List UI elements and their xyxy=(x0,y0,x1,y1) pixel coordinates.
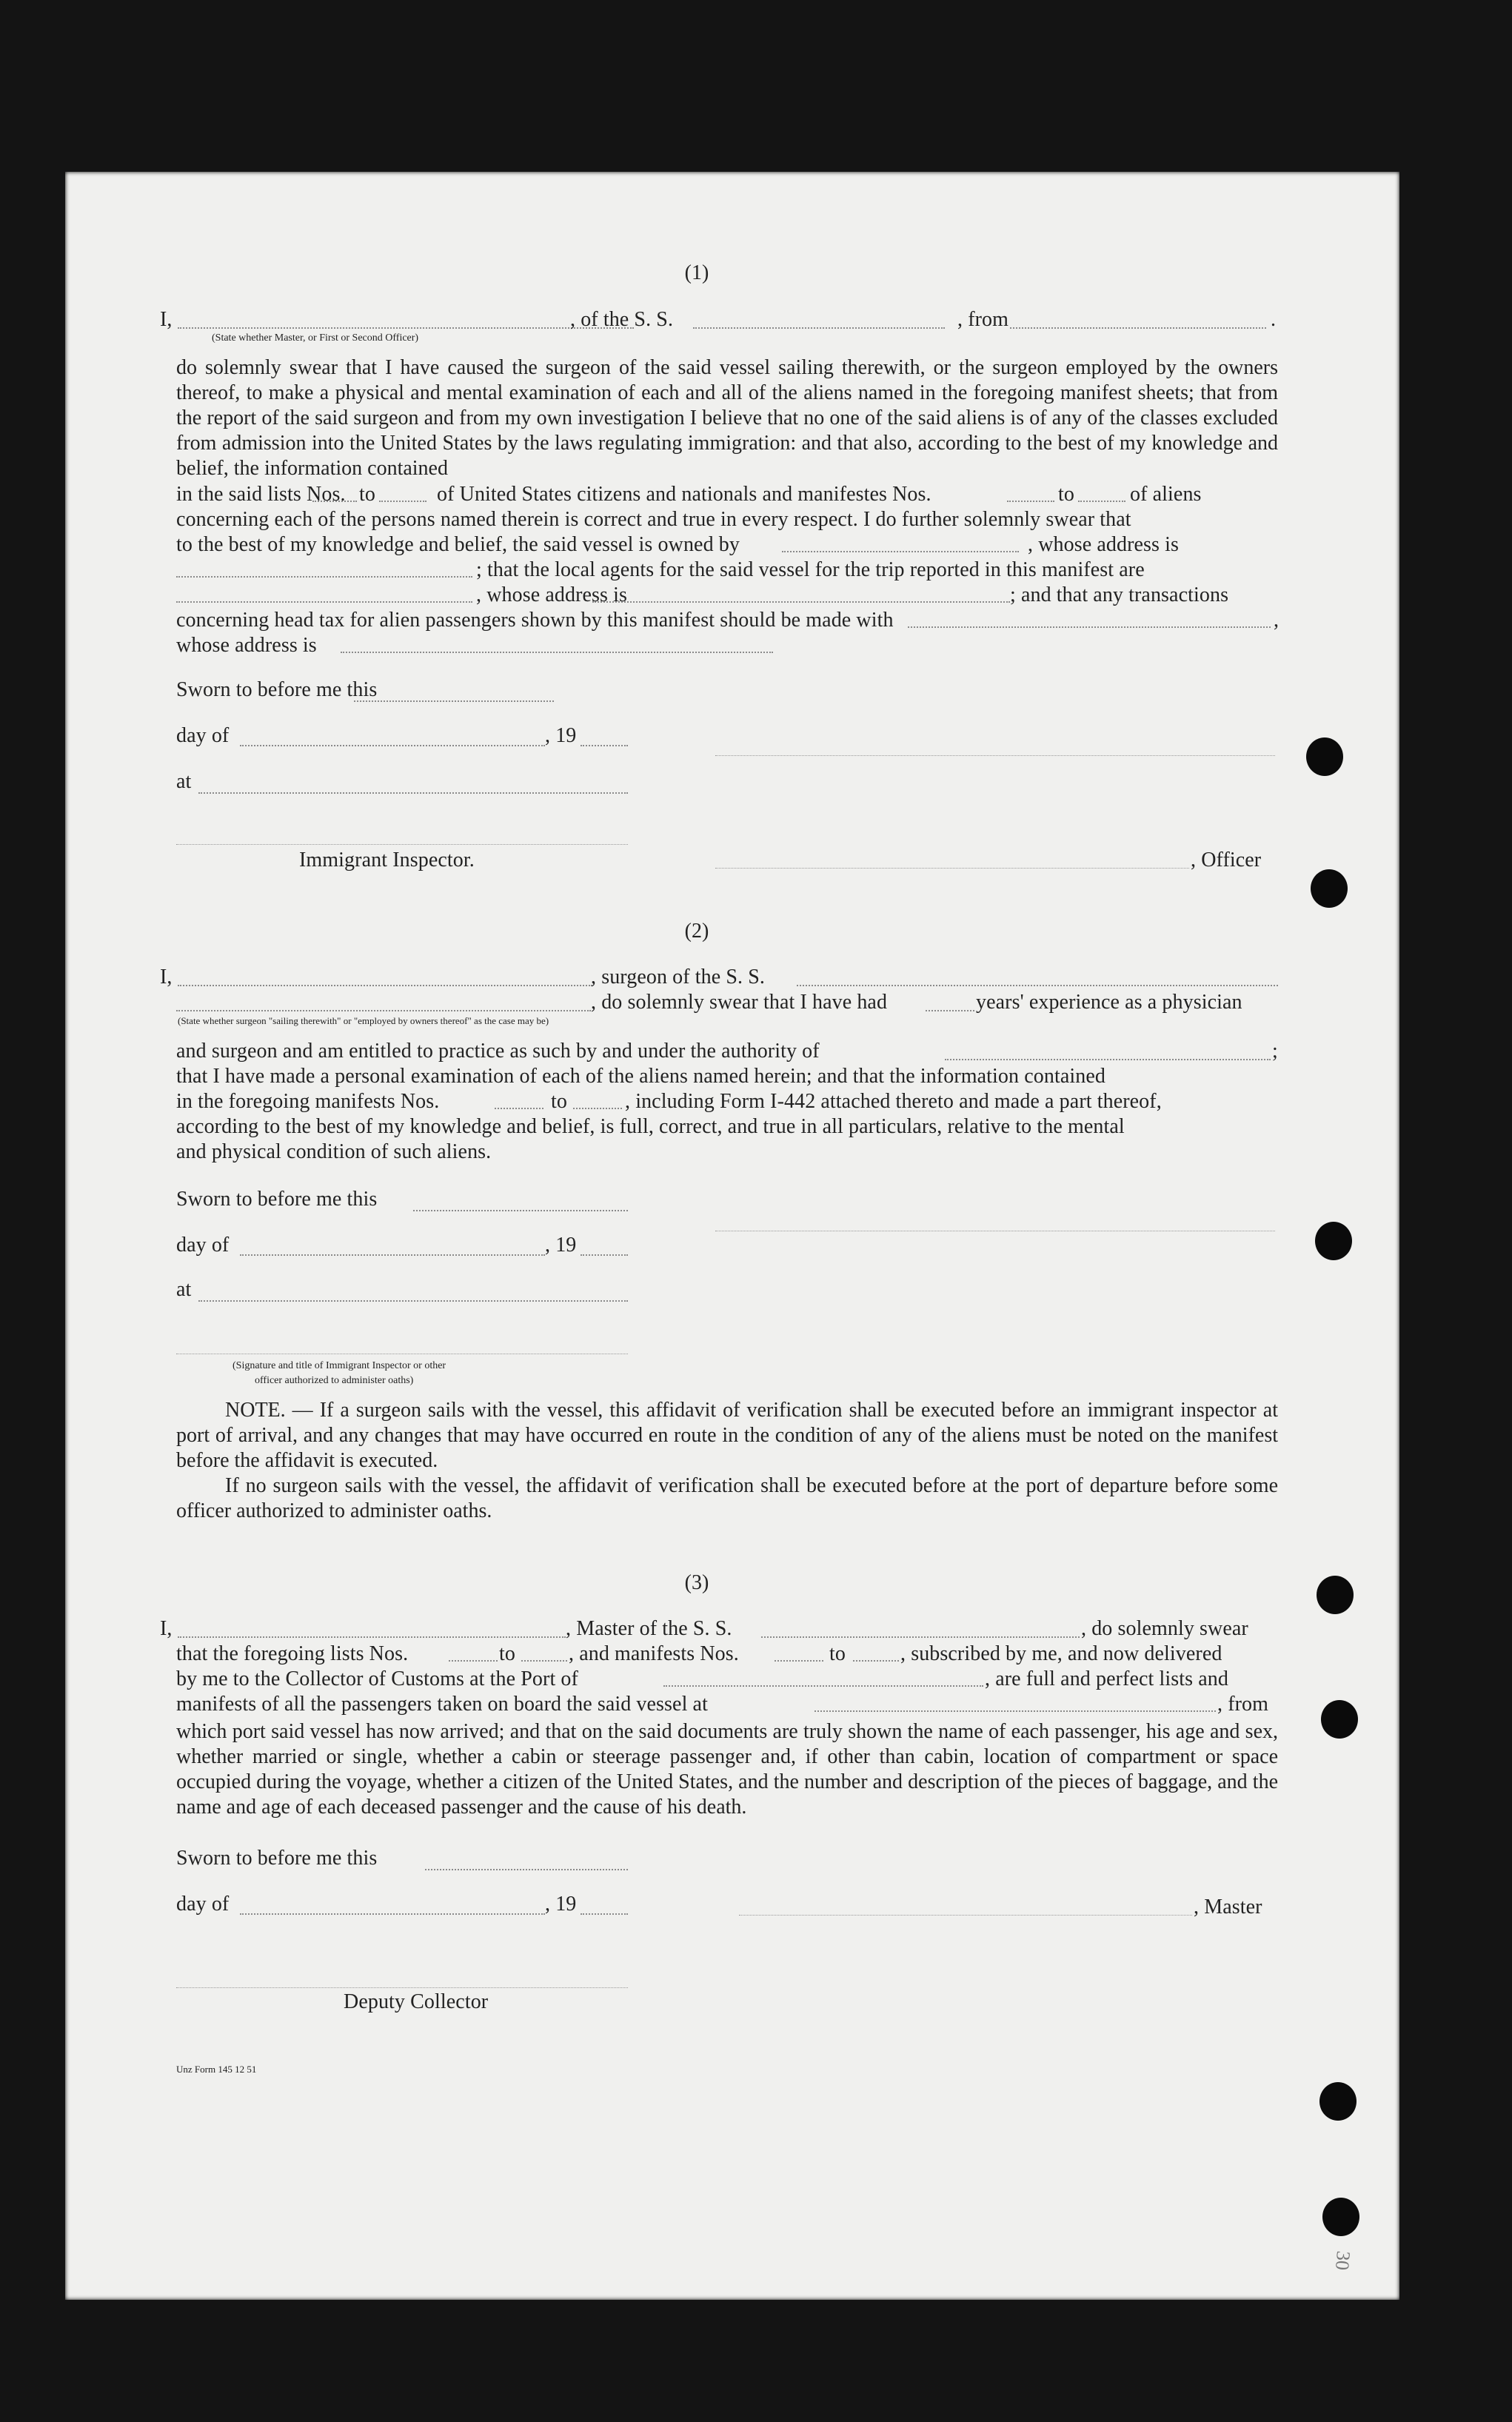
year-field[interactable] xyxy=(581,1913,628,1915)
to-label: to xyxy=(359,483,375,506)
place-field[interactable] xyxy=(198,792,628,794)
manifest-from-field[interactable] xyxy=(495,1108,543,1109)
section-1-number: (1) xyxy=(684,261,709,284)
year-prefix: , 19 xyxy=(545,1893,577,1916)
including-label: , including Form I-442 attached thereto and made a part thereof, xyxy=(625,1090,1162,1113)
authority-label: and surgeon and am entitled to practice as such by and under the authority of xyxy=(176,1040,820,1063)
officer-label: , Officer xyxy=(1191,849,1262,872)
said-lists-label: in the said lists Nos. xyxy=(176,483,346,506)
concerning-line: concerning each of the persons named therein is correct and true in every respect. I do further solemnly swear that xyxy=(176,508,1131,531)
punch-hole xyxy=(1315,1222,1352,1260)
physical-line: and physical condition of such aliens. xyxy=(176,1140,492,1163)
note-paragraph: NOTE. — If a surgeon sails with the vessel, this affidavit of verification shall be executed before an immigrant inspector at port of arrival, and any changes that may have occurred en route in the condition of any of the aliens must be noted on the manifest before the affidavit is executed. xyxy=(176,1399,1278,1472)
officer-title-line[interactable] xyxy=(715,868,1189,869)
transactions-label: ; and that any transactions xyxy=(1010,583,1229,606)
foregoing-lists-label: that the foregoing lists Nos. xyxy=(176,1642,409,1665)
month-field[interactable] xyxy=(240,1254,545,1256)
according-line: according to the best of my knowledge and belief, is full, correct, and true in all particulars, relative to the mental xyxy=(176,1115,1125,1138)
form-page xyxy=(65,172,1399,2300)
owned-by-label: to the best of my knowledge and belief, the said vessel is owned by xyxy=(176,533,740,556)
i-label: I, xyxy=(160,966,173,988)
note-paragraph-2: If no surgeon sails with the vessel, the affidavit of verification shall be executed before at the port of departure before some officer authorized to administer oaths. xyxy=(176,1474,1278,1522)
punch-hole xyxy=(1322,2198,1359,2236)
to-label: to xyxy=(551,1090,567,1113)
sworn-day-field[interactable] xyxy=(425,1869,628,1870)
deputy-signature-line[interactable] xyxy=(176,1987,628,1988)
i-label: I, xyxy=(160,308,173,331)
punch-hole xyxy=(1317,1576,1354,1614)
agents-field[interactable] xyxy=(176,601,472,603)
semicolon: ; xyxy=(1272,1040,1278,1063)
month-field[interactable] xyxy=(240,745,545,746)
month-field[interactable] xyxy=(240,1913,545,1915)
sworn-day-field[interactable] xyxy=(413,1210,628,1211)
deputy-collector-label: Deputy Collector xyxy=(344,1990,489,2013)
foregoing-manifests-label: in the foregoing manifests Nos. xyxy=(176,1090,440,1113)
year-field[interactable] xyxy=(581,1254,628,1256)
section-3-number: (3) xyxy=(684,1571,709,1594)
manifest-from-field[interactable] xyxy=(775,1660,823,1662)
margin-number: 30 xyxy=(1331,2249,1355,2272)
whose-address-label: , whose address is xyxy=(476,583,627,606)
sworn-label: Sworn to before me this xyxy=(176,1188,378,1211)
port-field[interactable] xyxy=(663,1685,983,1687)
do-solemnly-label: , do solemnly swear xyxy=(1081,1617,1248,1640)
manifest-to-field[interactable] xyxy=(853,1660,899,1662)
day-of-label: day of xyxy=(176,724,230,747)
at-label: at xyxy=(176,1278,192,1301)
us-citizens-label: of United States citizens and nationals and manifestes Nos. xyxy=(437,483,931,506)
from-label: , from xyxy=(957,308,1009,331)
embark-port-field[interactable] xyxy=(814,1710,1216,1712)
signature-hint-2: officer authorized to administer oaths) xyxy=(255,1375,414,1386)
at-label: at xyxy=(176,770,192,793)
year-prefix: , 19 xyxy=(545,724,577,747)
punch-hole xyxy=(1319,2082,1357,2121)
sworn-label: Sworn to before me this xyxy=(176,1847,378,1870)
ship-name-field[interactable] xyxy=(761,1636,1080,1638)
head-tax-party-field[interactable] xyxy=(908,626,1271,628)
list-to-field[interactable] xyxy=(521,1660,567,1662)
list-from-field[interactable] xyxy=(449,1660,498,1662)
day-of-label: day of xyxy=(176,1234,230,1257)
of-aliens-label: of aliens xyxy=(1130,483,1202,506)
officer-name-field[interactable] xyxy=(178,327,634,329)
local-agents-label: ; that the local agents for the said vessel for the trip reported in this manifest are xyxy=(476,558,1145,581)
years-field[interactable] xyxy=(926,1010,974,1011)
subscribed-label: , subscribed by me, and now delivered xyxy=(900,1642,1222,1665)
whose-address-label: whose address is xyxy=(176,634,317,657)
surgeon-hint: (State whether surgeon "sailing therewith" or "employed by owners thereof" as the case may be) xyxy=(178,1015,549,1026)
punch-hole xyxy=(1306,737,1343,776)
list-to-field[interactable] xyxy=(379,501,426,502)
manifest-to-field[interactable] xyxy=(1078,501,1125,502)
signature-hint-1: (Signature and title of Immigrant Inspector or other xyxy=(233,1360,446,1371)
ship-name-field[interactable] xyxy=(693,327,945,329)
full-perfect-label: , are full and perfect lists and xyxy=(985,1667,1228,1690)
i-label: I, xyxy=(160,1617,173,1640)
agents-address-field[interactable] xyxy=(592,601,1010,603)
sworn-day-field[interactable] xyxy=(354,700,554,702)
year-field[interactable] xyxy=(581,745,628,746)
form-id: Unz Form 145 12 51 xyxy=(176,2064,257,2075)
from-port-field[interactable] xyxy=(1010,327,1266,329)
officer-signature-line[interactable] xyxy=(715,755,1275,756)
master-of-label: , Master of the S. S. xyxy=(566,1617,732,1640)
manifest-to-field[interactable] xyxy=(573,1108,622,1109)
ship-name-field[interactable] xyxy=(797,985,1278,986)
head-tax-address-field[interactable] xyxy=(341,652,773,653)
authority-field[interactable] xyxy=(945,1059,1271,1060)
personal-exam-line: that I have made a personal examination of each of the aliens named herein; and that the information contained xyxy=(176,1065,1105,1088)
period: . xyxy=(1271,308,1277,331)
immigrant-inspector-label: Immigrant Inspector. xyxy=(299,849,475,872)
to-label: to xyxy=(499,1642,515,1665)
list-from-field[interactable] xyxy=(312,501,357,502)
whose-address-label: , whose address is xyxy=(1028,533,1179,556)
manifest-from-field[interactable] xyxy=(1007,501,1054,502)
day-of-label: day of xyxy=(176,1893,230,1916)
of-the-ss-label: , of the S. S. xyxy=(570,308,674,331)
comma: , xyxy=(1274,609,1279,632)
inspector-signature-line[interactable] xyxy=(176,844,628,845)
years-experience-label: years' experience as a physician xyxy=(976,991,1242,1014)
punch-hole xyxy=(1311,869,1348,908)
owner-field[interactable] xyxy=(782,551,1019,552)
to-label: to xyxy=(1058,483,1074,506)
section-2-number: (2) xyxy=(684,920,709,943)
do-solemnly-label: , do solemnly swear that I have had xyxy=(591,991,888,1014)
master-hint: (State whether Master, or First or Second Officer) xyxy=(212,332,419,344)
and-manifests-label: , and manifests Nos. xyxy=(569,1642,739,1665)
manifests-all-label: manifests of all the passengers taken on board the said vessel at xyxy=(176,1693,708,1716)
to-label: to xyxy=(829,1642,846,1665)
oath-paragraph-1: do solemnly swear that I have caused the surgeon of the said vessel sailing therewith, or the surgeon employed by the owners thereof, to make a physical and mental examination of each and all of the aliens named in the foregoing manifest sheets; that from the report of the said surgeon and from my own investigation I believe that no one of the said aliens is of any of the classes excluded from admission into the United States by the laws regulating immigration: and that also, according to the best of my knowledge and belief, the information contained xyxy=(176,356,1278,480)
surgeon-name-field[interactable] xyxy=(178,985,592,986)
place-field[interactable] xyxy=(198,1300,628,1302)
master-signature-line[interactable] xyxy=(739,1915,1192,1916)
master-label: , Master xyxy=(1194,1896,1262,1918)
oath-paragraph-3: which port said vessel has now arrived; and that on the said documents are truly shown the name of each passenger, his age and sex, whether married or single, whether a cabin or steerage passenger and, if other than cabin, location of compartment or space occupied during the voyage, whether a citizen of the United States, and the number and description of the pieces of baggage, and the name and age of each deceased passenger and the cause of his death. xyxy=(176,1720,1278,1819)
punch-hole xyxy=(1321,1700,1358,1739)
collector-label: by me to the Collector of Customs at the Port of xyxy=(176,1667,578,1690)
from-label: , from xyxy=(1217,1693,1269,1716)
surgeon-of-label: , surgeon of the S. S. xyxy=(591,966,766,988)
head-tax-label: concerning head tax for alien passengers shown by this manifest should be made with xyxy=(176,609,894,632)
surgeon-status-field[interactable] xyxy=(176,1010,591,1011)
year-prefix: , 19 xyxy=(545,1234,577,1257)
sworn-label: Sworn to before me this xyxy=(176,678,378,701)
master-name-field[interactable] xyxy=(178,1636,566,1638)
owner-address-field[interactable] xyxy=(176,576,472,578)
